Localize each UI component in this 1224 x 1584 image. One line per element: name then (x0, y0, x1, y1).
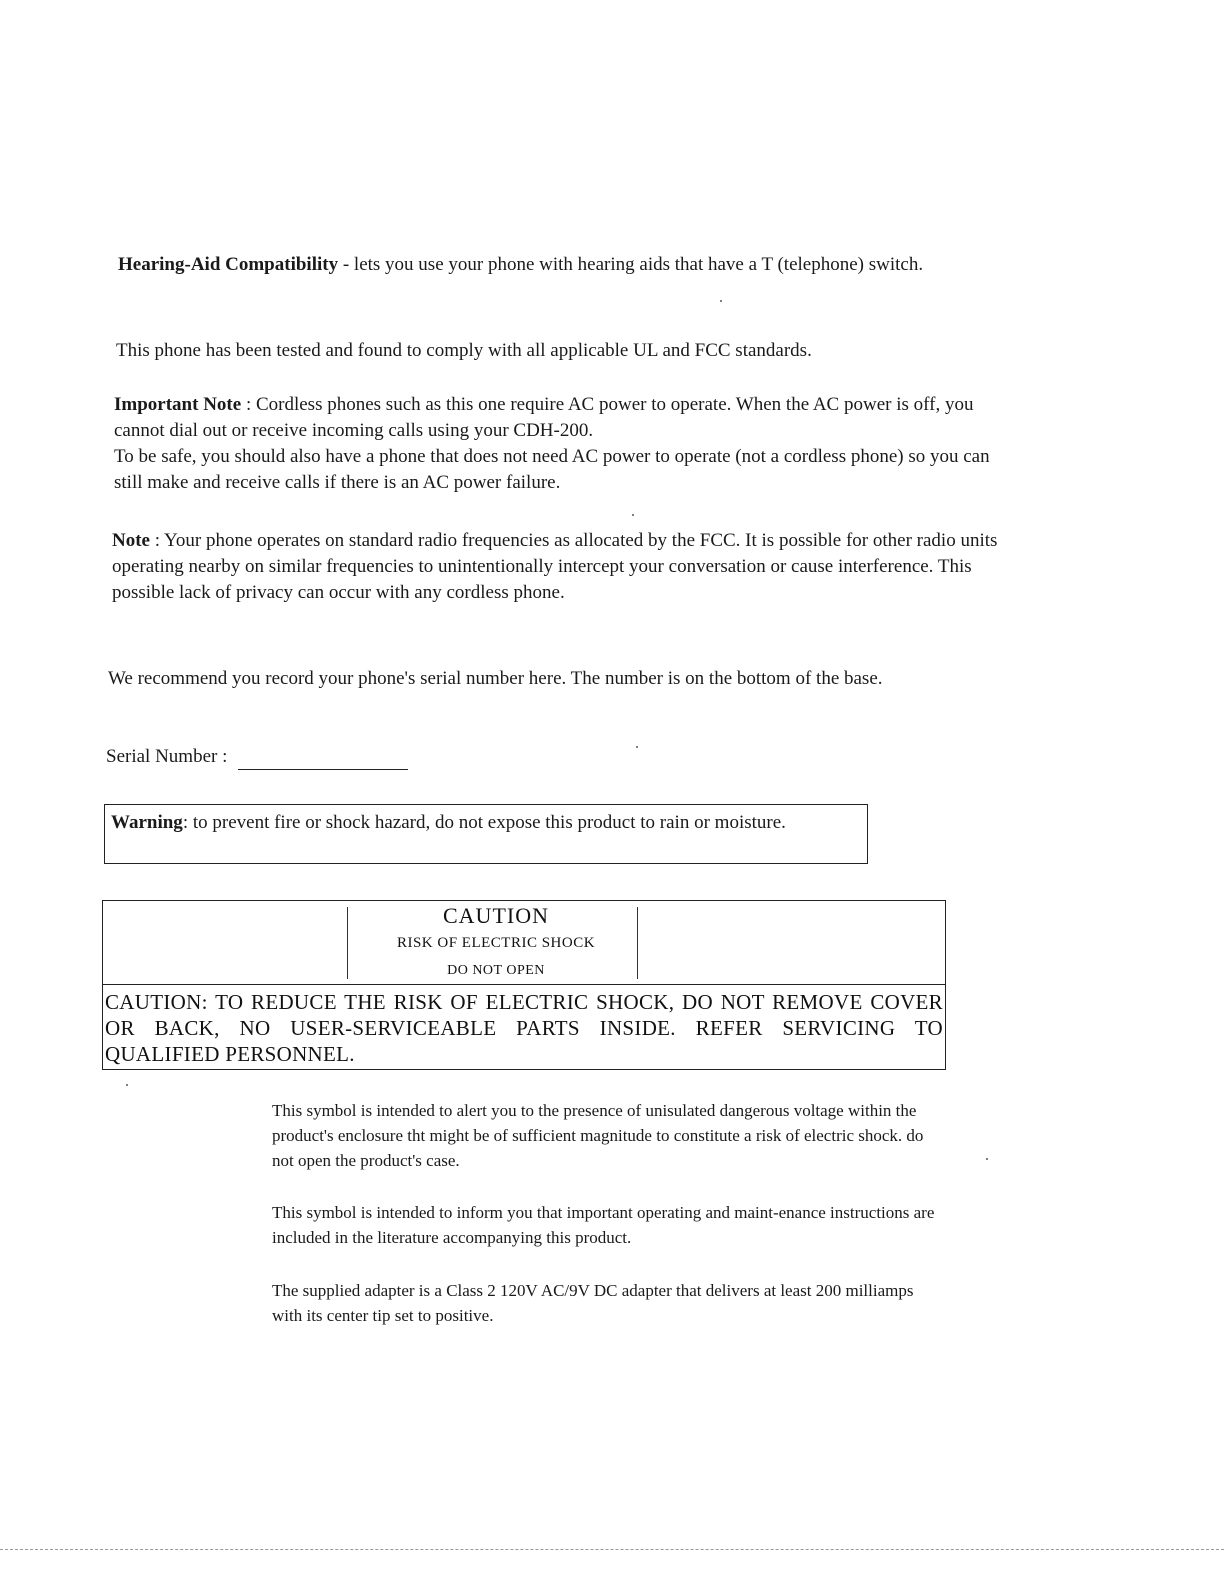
voltage-symbol-paragraph: This symbol is intended to alert you to the presence of unisulated dangerous voltage within the product's enclosure tht might be of sufficient magnitude to constitute a risk of electric shock. do not open the product's case. (272, 1101, 924, 1170)
scan-speck (986, 1158, 988, 1160)
warning-box (104, 804, 868, 864)
warning-text: : to prevent fire or shock hazard, do not expose this product to rain or moisture. (182, 812, 786, 833)
scan-bottom-edge (0, 1549, 1224, 1550)
serial-number-label: Serial Number : (106, 746, 233, 767)
important-note-heading: Important Note (114, 394, 242, 415)
recommend-paragraph: We recommend you record your phone's serial number here. The number is on the bottom of the base. (108, 668, 883, 689)
scan-speck (126, 1084, 128, 1086)
serial-number-blank (238, 749, 408, 770)
scan-speck (720, 300, 722, 302)
caution-box (102, 900, 946, 1070)
instructions-symbol-paragraph: This symbol is intended to inform you that important operating and maint-enance instructions are included in the literature accompanying this product. (272, 1203, 935, 1247)
caution-left-separator (347, 907, 348, 979)
note-text: : Your phone operates on standard radio frequencies as allocated by the FCC. It is possible for other radio units operating nearby on similar frequencies to unintentionally intercept your conversation or cause interference. This possible lack of privacy can occur with any cordless phone. (112, 530, 998, 603)
important-note-text-2: To be safe, you should also have a phone that does not need AC power to operate (not a cordless phone) so you can still make and receive calls if there is an AC power failure. (114, 446, 990, 493)
scan-speck (632, 514, 634, 516)
adapter-paragraph: The supplied adapter is a Class 2 120V AC/9V DC adapter that delivers at least 200 milliamps with its center tip set to positive. (272, 1281, 914, 1325)
important-note-text-1: : Cordless phones such as this one require AC power to operate. When the AC power is off, you cannot dial out or receive incoming calls using your CDH-200. (114, 394, 974, 441)
hearing-aid-text: - lets you use your phone with hearing aids that have a T (telephone) switch. (338, 254, 924, 275)
caution-title: CAUTION (443, 903, 549, 928)
warning-heading: Warning (111, 812, 183, 833)
scan-speck (636, 746, 638, 748)
serial-number-row (106, 744, 606, 770)
caution-header (103, 901, 945, 985)
tested-paragraph: This phone has been tested and found to comply with all applicable UL and FCC standards. (116, 340, 812, 361)
caution-do-not-open: DO NOT OPEN (447, 963, 545, 978)
important-note-paragraph (114, 392, 1004, 496)
hearing-aid-paragraph (118, 252, 988, 278)
hearing-aid-heading: Hearing-Aid Compatibility (118, 254, 339, 275)
caution-body-text: CAUTION: TO REDUCE THE RISK OF ELECTRIC SHOCK, DO NOT REMOVE COVER OR BACK, NO USER-SERVICEABLE PARTS INSIDE. REFER SERVICING TO QUALIFIED PERSONNEL. (105, 990, 943, 1066)
note-heading: Note (112, 530, 150, 551)
caution-risk-text: RISK OF ELECTRIC SHOCK (396, 935, 596, 951)
note-paragraph (112, 528, 1002, 606)
